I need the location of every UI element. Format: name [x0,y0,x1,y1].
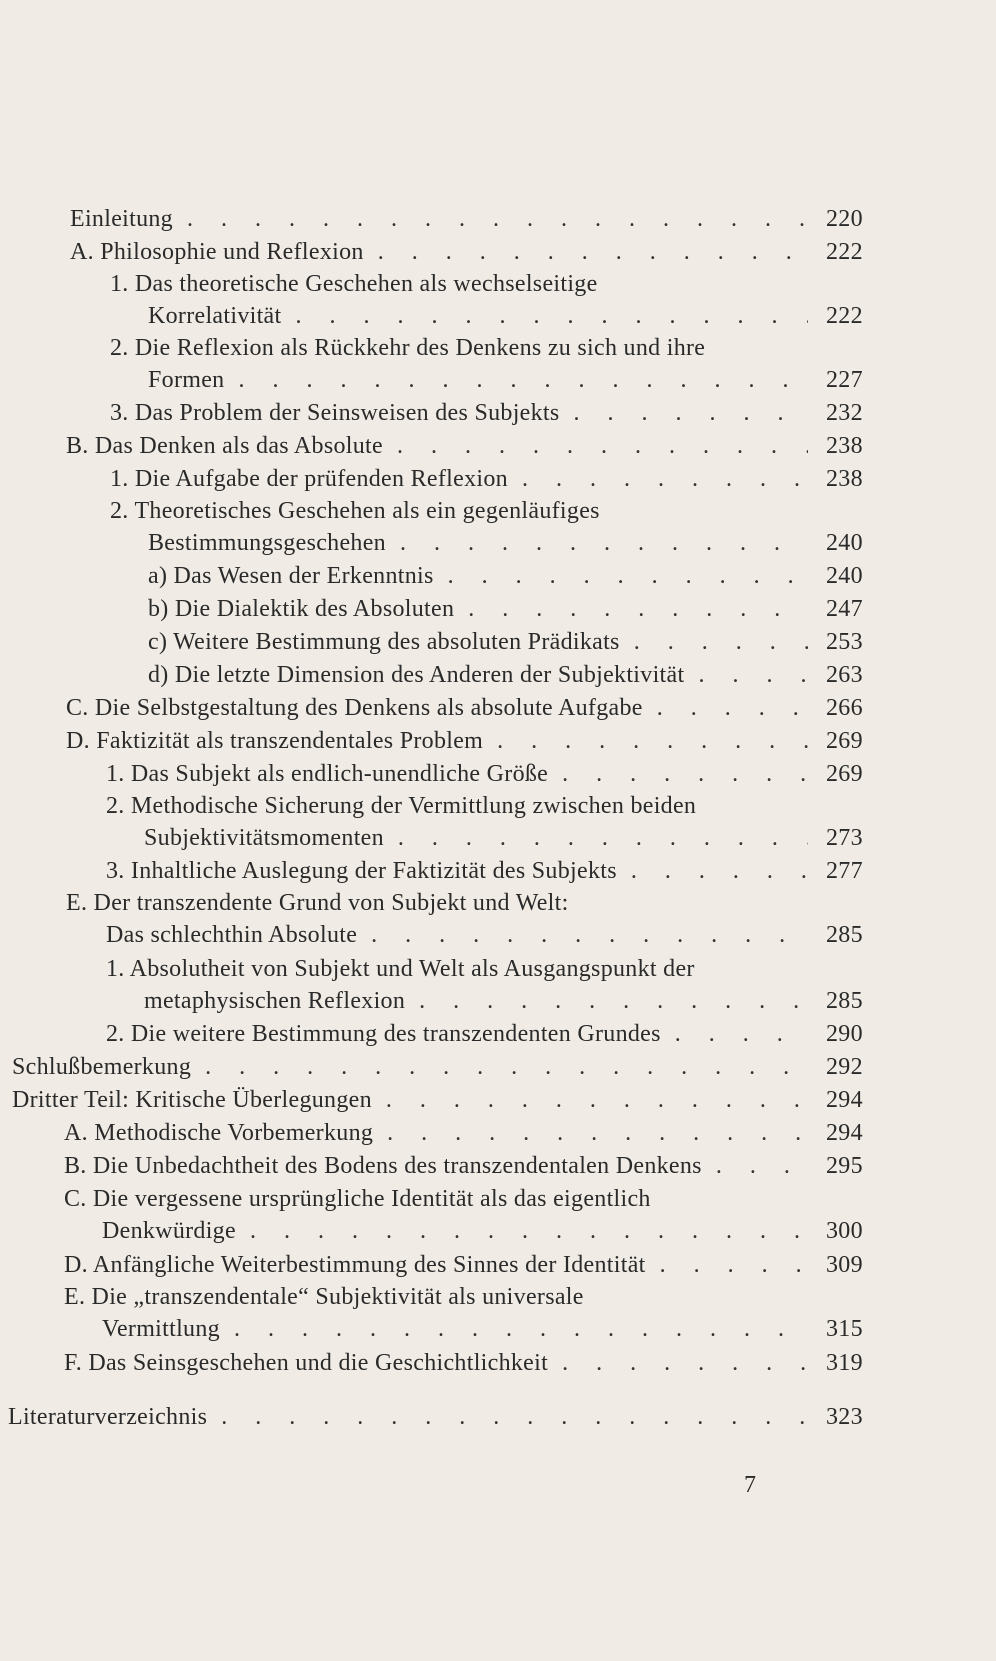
toc-page-number: 323 [826,1404,863,1430]
dot-leader [281,301,808,331]
toc-entry-title: B. Das Denken als das Absolute [66,433,383,459]
dot-leader [405,986,808,1016]
toc-page-number: 292 [826,1054,863,1080]
toc-page-number: 290 [826,1021,863,1047]
page-number: 7 [744,1472,756,1498]
toc-page-number: 273 [826,825,863,851]
dot-leader [548,759,808,789]
toc-entry-title-continued: Subjektivitätsmomenten [144,825,384,851]
dot-leader [357,920,808,950]
dot-leader [220,1314,808,1344]
toc-entry-title-continued: Das schlechthin Absolute [106,922,358,948]
toc-entry-title-continued: Formen [148,367,225,393]
dot-leader [646,1250,808,1280]
toc-entry-title: 1. Absolutheit von Subjekt und Welt als Ausgangspunkt der [106,956,695,982]
toc-entry-title: c) Weitere Bestimmung des absoluten Prädikats [148,629,620,655]
toc-entry-title: C. Die vergessene ursprüngliche Identität als das eigentlich [64,1186,651,1212]
toc-entry-title: 2. Theoretisches Geschehen als ein gegenläufiges [110,498,600,524]
toc-page-number: 309 [826,1252,863,1278]
toc-page-number: 319 [826,1350,863,1376]
toc-entry-title: Dritter Teil: Kritische Überlegungen [12,1087,372,1113]
toc-entry-title: 3. Das Problem der Seinsweisen des Subjekts [110,400,560,426]
toc-page-number: 222 [826,303,863,329]
toc-entry-title: Einleitung [70,206,173,232]
toc-page-number: 238 [826,466,863,492]
dot-leader [372,1085,808,1115]
toc-page-number: 247 [826,596,863,622]
toc-entry-title: 1. Die Aufgabe der prüfenden Reflexion [110,466,508,492]
toc-page-number: 295 [826,1153,863,1179]
dot-leader [702,1151,808,1181]
toc-entry-title: Schlußbemerkung [12,1054,192,1080]
toc-page-number: 232 [826,400,863,426]
dot-leader [684,660,808,690]
toc-page-number: 300 [826,1218,863,1244]
toc-entry-title: 2. Die weitere Bestimmung des transzendenten Grundes [106,1021,661,1047]
toc-entry-title: B. Die Unbedachtheit des Bodens des transzendentalen Denkens [64,1153,702,1179]
toc-page-number: 227 [826,367,863,393]
toc-page-number: 220 [826,206,863,232]
toc-entry-title: D. Faktizität als transzendentales Problem [66,728,484,754]
dot-leader [224,365,808,395]
toc-entry-title-continued: Korrelativität [148,303,282,329]
dot-leader [207,1402,808,1432]
dot-leader [661,1019,808,1049]
toc-entry-title: A. Philosophie und Reflexion [70,239,364,265]
toc-entry-title-continued: Vermittlung [102,1316,220,1342]
toc-page-number: 294 [826,1120,863,1146]
dot-leader [383,431,808,461]
toc-entry-title: b) Die Dialektik des Absoluten [148,596,455,622]
toc-entry-title: Literaturverzeichnis [8,1404,208,1430]
toc-entry-title-continued: metaphysischen Reflexion [144,988,406,1014]
dot-leader [560,398,808,428]
toc-entry-title: 1. Das Subjekt als endlich-unendliche Größe [106,761,549,787]
toc-page-number: 294 [826,1087,863,1113]
dot-leader [508,464,808,494]
toc-page-number: 240 [826,530,863,556]
toc-entry-title: d) Die letzte Dimension des Anderen der Subjektivität [148,662,685,688]
toc-page-number: 240 [826,563,863,589]
dot-leader [373,1118,808,1148]
toc-page-number: 277 [826,858,863,884]
toc-entry-title: E. Die „transzendentale“ Subjektivität als universale [64,1284,584,1310]
toc-entry-title: D. Anfängliche Weiterbestimmung des Sinnes der Identität [64,1252,646,1278]
toc-entry-title: C. Die Selbstgestaltung des Denkens als absolute Aufgabe [66,695,643,721]
dot-leader [386,528,808,558]
dot-leader [384,823,808,853]
toc-entry-title-continued: Bestimmungsgeschehen [148,530,386,556]
dot-leader [483,726,808,756]
toc-entry-title: E. Der transzendente Grund von Subjekt und Welt: [66,890,569,916]
toc-page-number: 315 [826,1316,863,1342]
dot-leader [454,594,808,624]
toc-entry-title: a) Das Wesen der Erkenntnis [148,563,434,589]
toc-page-number: 285 [826,988,863,1014]
toc-page-number: 269 [826,761,863,787]
toc-page-number: 269 [826,728,863,754]
dot-leader [548,1348,808,1378]
dot-leader [620,627,808,657]
toc-page-number: 238 [826,433,863,459]
dot-leader [191,1052,808,1082]
dot-leader [434,561,808,591]
toc-entry-title: 1. Das theoretische Geschehen als wechselseitige [110,271,598,297]
toc-page-number: 253 [826,629,863,655]
dot-leader [364,237,808,267]
toc-entry-title-continued: Denkwürdige [102,1218,236,1244]
toc-entry-title: 3. Inhaltliche Auslegung der Faktizität des Subjekts [106,858,617,884]
dot-leader [236,1216,808,1246]
dot-leader [617,856,808,886]
toc-page-number: 266 [826,695,863,721]
toc-entry-title: A. Methodische Vorbemerkung [64,1120,374,1146]
toc-entry-title: F. Das Seinsgeschehen und die Geschichtlichkeit [64,1350,549,1376]
dot-leader [173,204,808,234]
toc-page-number: 263 [826,662,863,688]
toc-entry-title: 2. Die Reflexion als Rückkehr des Denkens zu sich und ihre [110,335,706,361]
dot-leader [643,693,808,723]
toc-entry-title: 2. Methodische Sicherung der Vermittlung zwischen beiden [106,793,697,819]
toc-page-number: 285 [826,922,863,948]
toc-page-number: 222 [826,239,863,265]
